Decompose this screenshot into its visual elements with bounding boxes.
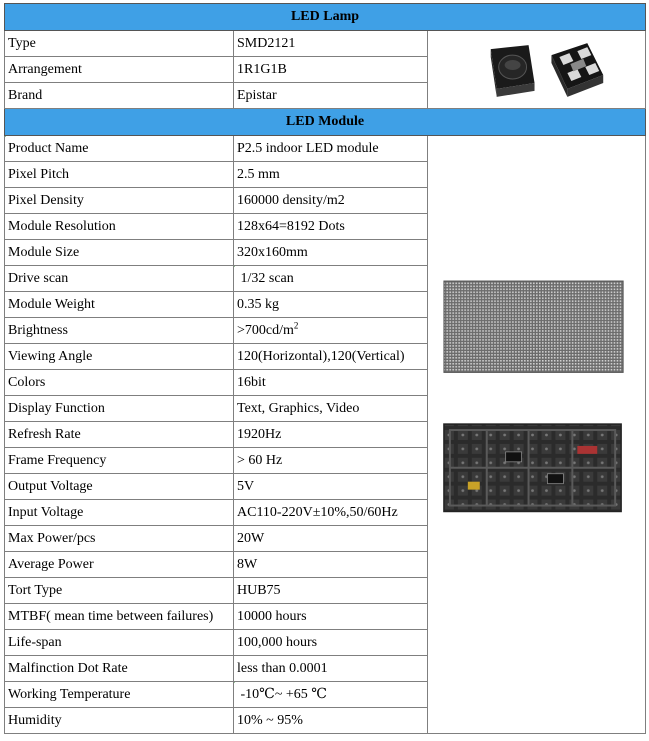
spec-value: 8W xyxy=(234,552,428,578)
module-section-title: LED Module xyxy=(5,109,646,136)
module-image-cell xyxy=(428,136,646,734)
spec-value: P2.5 indoor LED module xyxy=(234,136,428,162)
spec-value: AC110-220V±10%,50/60Hz xyxy=(234,500,428,526)
led-module-back-image xyxy=(444,424,621,511)
spec-label: Brand xyxy=(5,83,234,109)
led-module-images xyxy=(428,136,645,733)
spec-value: 1R1G1B xyxy=(234,57,428,83)
spec-value: 128x64=8192 Dots xyxy=(234,214,428,240)
spec-value: 10000 hours xyxy=(234,604,428,630)
spec-label: Viewing Angle xyxy=(5,344,234,370)
table-row xyxy=(5,31,646,57)
spec-value: less than 0.0001 xyxy=(234,656,428,682)
spec-label: Life-span xyxy=(5,630,234,656)
spec-value: 5V xyxy=(234,474,428,500)
spec-label: Input Voltage xyxy=(5,500,234,526)
spec-label: Pixel Density xyxy=(5,188,234,214)
spec-label: Humidity xyxy=(5,708,234,734)
spec-label: Average Power xyxy=(5,552,234,578)
spec-label: Frame Frequency xyxy=(5,448,234,474)
spec-label: Module Size xyxy=(5,240,234,266)
brightness-superscript: 2 xyxy=(293,320,299,331)
spec-value: 1920Hz xyxy=(234,422,428,448)
spec-label: Output Voltage xyxy=(5,474,234,500)
spec-label: Drive scan xyxy=(5,266,234,292)
spec-label: Refresh Rate xyxy=(5,422,234,448)
spec-label: Arrangement xyxy=(5,57,234,83)
spec-value: 0.35 kg xyxy=(234,292,428,318)
spec-label: Type xyxy=(5,31,234,57)
spec-value: 16bit xyxy=(234,370,428,396)
spec-table xyxy=(4,3,646,734)
spec-label: MTBF( mean time between failures) xyxy=(5,604,234,630)
spec-value: HUB75 xyxy=(234,578,428,604)
table-row xyxy=(5,136,646,162)
spec-value: 160000 density/m2 xyxy=(234,188,428,214)
spec-label: Tort Type xyxy=(5,578,234,604)
spec-value xyxy=(234,266,428,292)
lamp-header-row xyxy=(5,4,646,31)
led-module-front-image xyxy=(444,281,623,372)
spec-value: 2.5 mm xyxy=(234,162,428,188)
spec-label: Max Power/pcs xyxy=(5,526,234,552)
brightness-value: >700cd/m xyxy=(237,323,294,338)
spec-value xyxy=(234,318,428,344)
spec-value: SMD2121 xyxy=(234,31,428,57)
spec-value: > 60 Hz xyxy=(234,448,428,474)
spec-label: Colors xyxy=(5,370,234,396)
spec-value xyxy=(234,682,428,708)
spec-value: Text, Graphics, Video xyxy=(234,396,428,422)
spec-value: 100,000 hours xyxy=(234,630,428,656)
spec-label: Malfinction Dot Rate xyxy=(5,656,234,682)
spec-label: Working Temperature xyxy=(5,682,234,708)
spec-label: Module Weight xyxy=(5,292,234,318)
spec-label: Product Name xyxy=(5,136,234,162)
lamp-image-cell xyxy=(428,31,646,109)
spec-value-text: 1/32 scan xyxy=(240,271,294,286)
spec-label: Brightness xyxy=(5,318,234,344)
module-header-row xyxy=(5,109,646,136)
spec-value: 10% ~ 95% xyxy=(234,708,428,734)
lamp-section-title: LED Lamp xyxy=(5,4,646,31)
spec-label: Pixel Pitch xyxy=(5,162,234,188)
spec-label: Module Resolution xyxy=(5,214,234,240)
spec-value: 20W xyxy=(234,526,428,552)
spec-label: Display Function xyxy=(5,396,234,422)
spec-value: Epistar xyxy=(234,83,428,109)
spec-value: 120(Horizontal),120(Vertical) xyxy=(234,344,428,370)
smd-led-lamp-image xyxy=(428,31,645,109)
spec-sheet xyxy=(4,3,645,734)
spec-value: 320x160mm xyxy=(234,240,428,266)
spec-value-text: -10℃~ +65 ℃ xyxy=(240,687,327,702)
